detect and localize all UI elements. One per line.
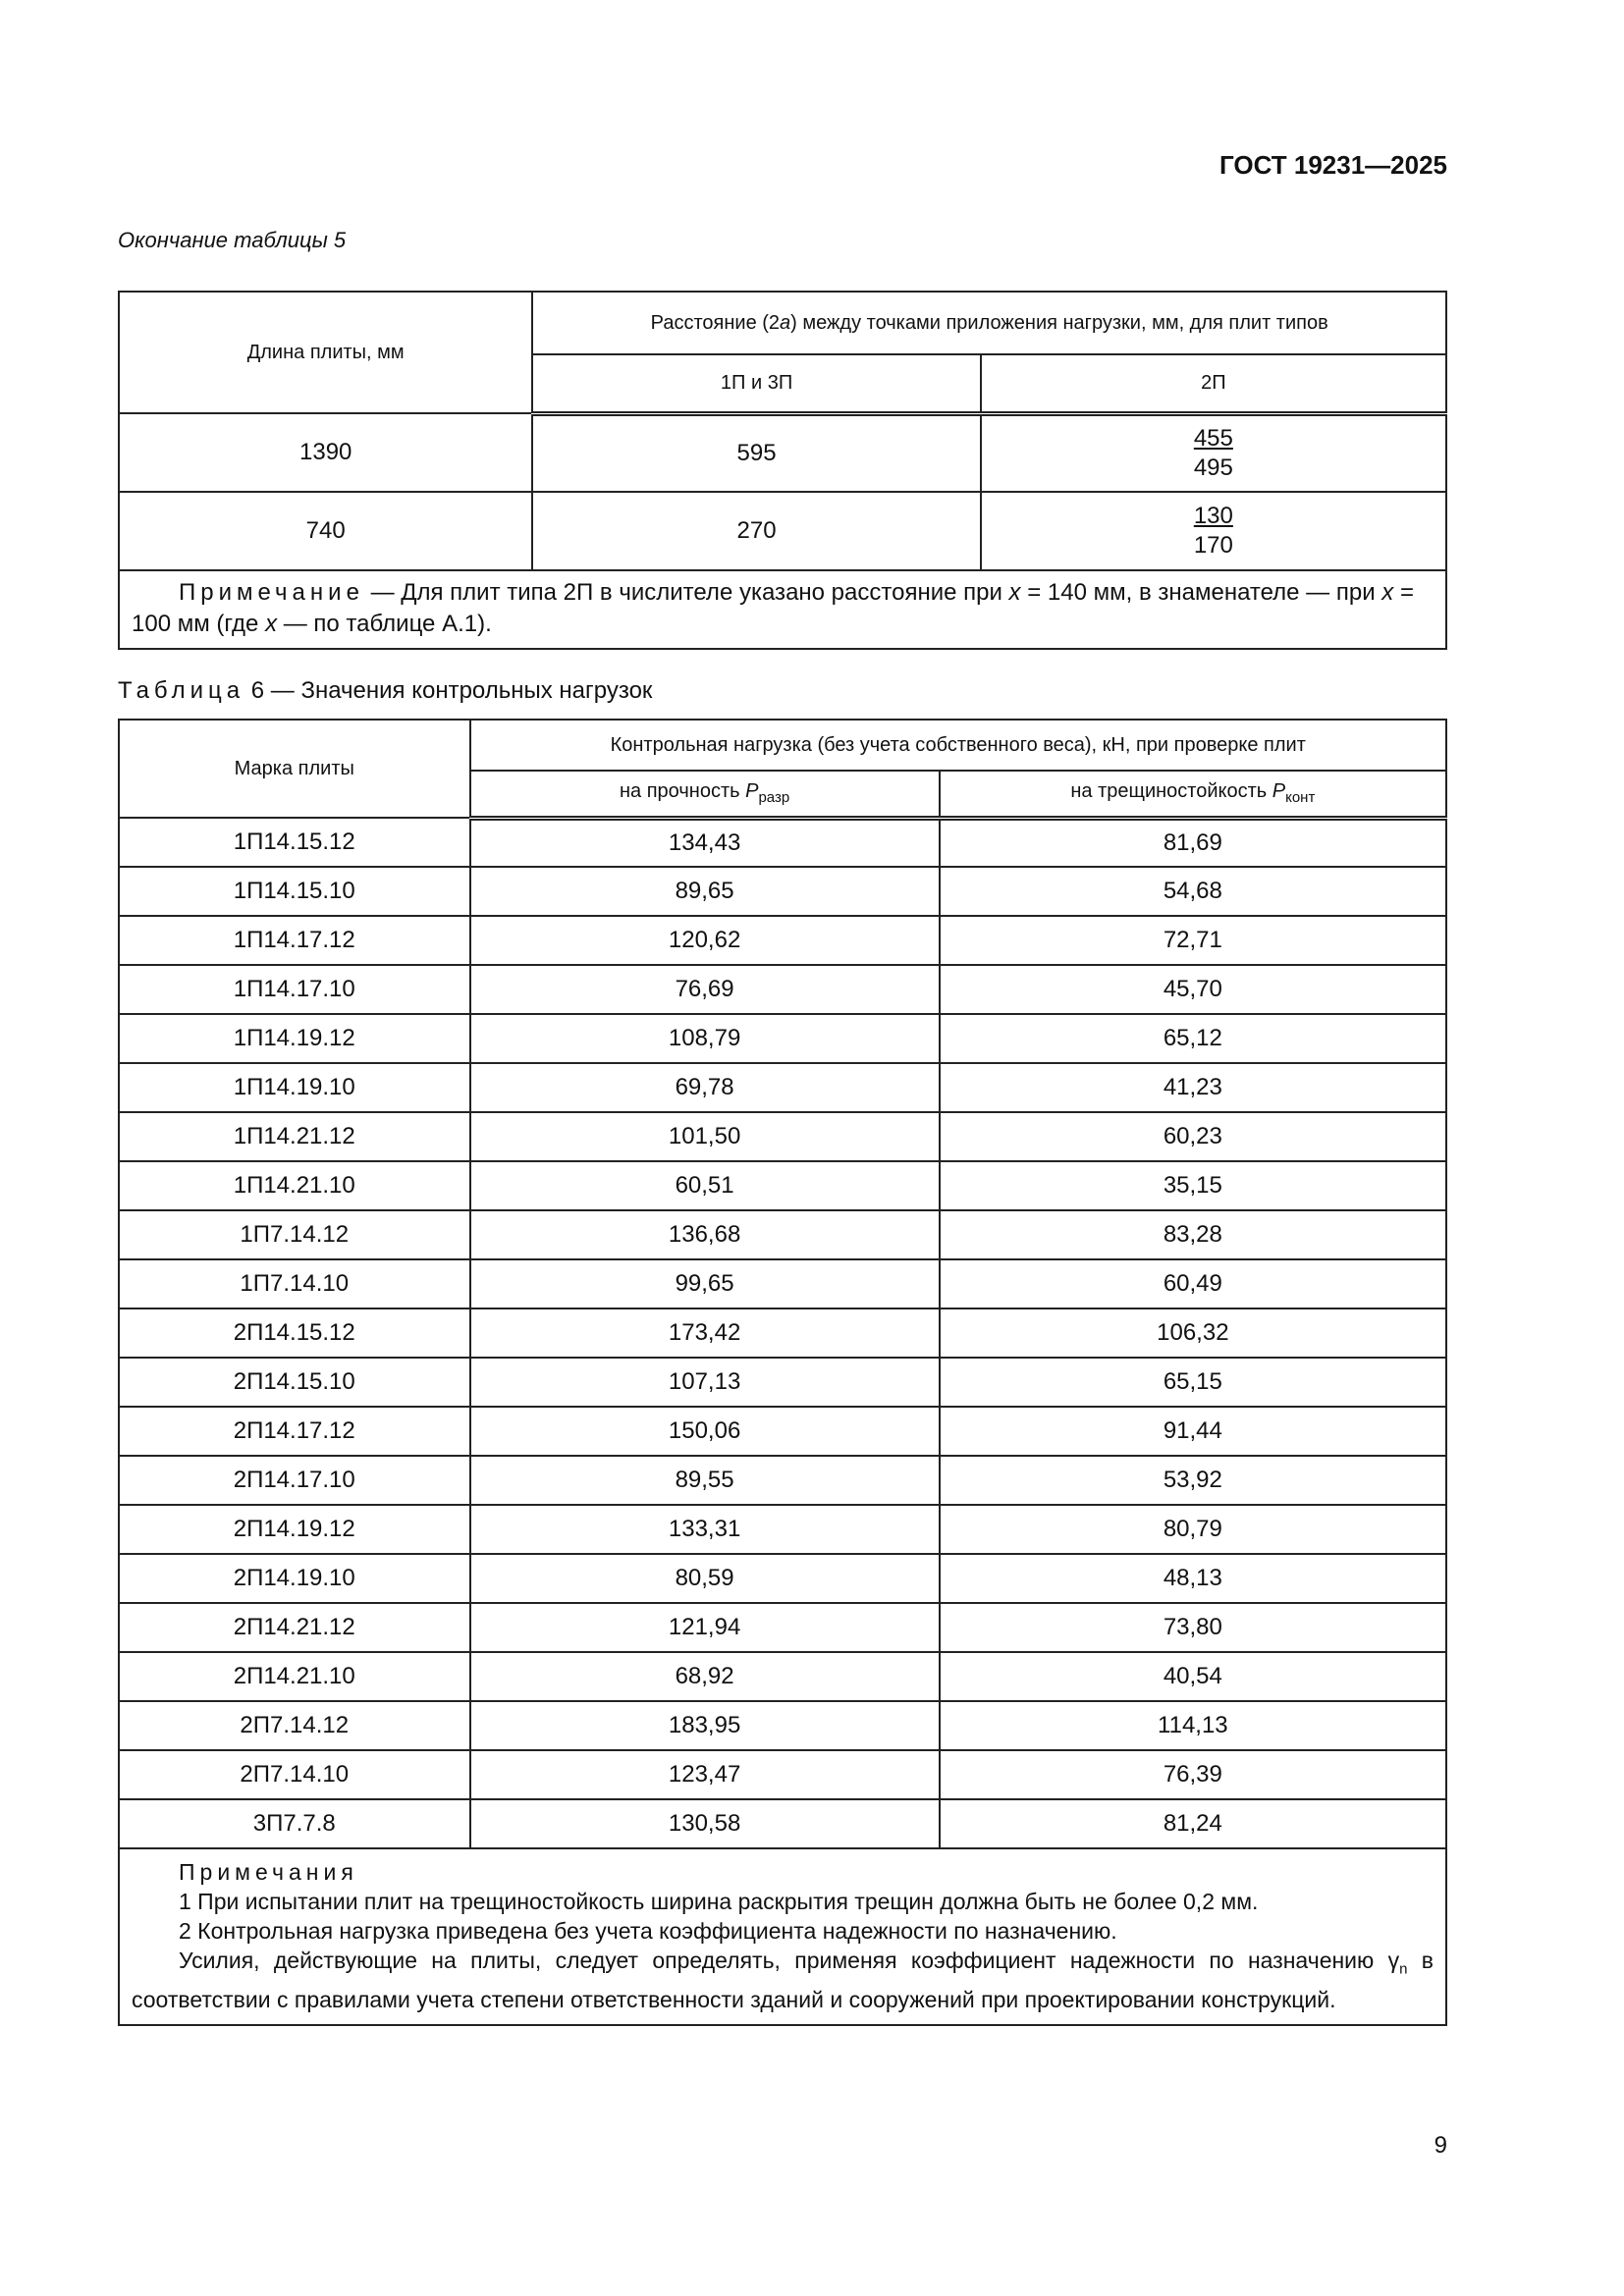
table-row	[119, 492, 1446, 570]
table6-cell-brand: 1П14.19.12	[119, 1014, 470, 1063]
table5-cell-2p-fraction	[981, 492, 1446, 570]
table6-cell-brand: 2П14.17.10	[119, 1456, 470, 1505]
table6-cell-crack: 65,12	[940, 1014, 1446, 1063]
table-row	[119, 818, 1446, 867]
table6-cell-strength: 120,62	[470, 916, 940, 965]
table6-cell-strength: 150,06	[470, 1407, 940, 1456]
table6-cell-crack: 80,79	[940, 1505, 1446, 1554]
table6-notes	[119, 1848, 1446, 2025]
table5-cell-1p3p: 270	[532, 492, 980, 570]
table6-cell-strength: 76,69	[470, 965, 940, 1014]
fraction-numerator: 130	[1193, 503, 1233, 529]
table6-cell-strength: 68,92	[470, 1652, 940, 1701]
table6-cell-strength: 136,68	[470, 1210, 940, 1259]
table6-cell-brand: 1П14.17.10	[119, 965, 470, 1014]
fraction-denominator: 495	[1193, 454, 1233, 481]
table6-cell-crack: 73,80	[940, 1603, 1446, 1652]
table-row	[119, 1063, 1446, 1112]
table-row	[119, 1701, 1446, 1750]
table6-cell-brand: 1П14.21.12	[119, 1112, 470, 1161]
table6-cell-strength: 60,51	[470, 1161, 940, 1210]
table-row	[119, 1308, 1446, 1358]
table6-cell-brand: 2П7.14.12	[119, 1701, 470, 1750]
fraction-numerator: 455	[1193, 424, 1233, 452]
table6-cell-brand: 2П7.14.10	[119, 1750, 470, 1799]
table6-cell-strength: 89,65	[470, 867, 940, 916]
table6-cell-brand: 1П7.14.10	[119, 1259, 470, 1308]
table6-cell-strength: 99,65	[470, 1259, 940, 1308]
table6-cell-strength: 108,79	[470, 1014, 940, 1063]
table5-cell-length: 1390	[119, 413, 532, 492]
table6-cell-strength: 123,47	[470, 1750, 940, 1799]
table-row	[119, 1603, 1446, 1652]
table6-cell-strength: 89,55	[470, 1456, 940, 1505]
table6-cell-strength: 107,13	[470, 1358, 940, 1407]
table6-cell-brand: 2П14.15.12	[119, 1308, 470, 1358]
table6-cell-brand: 2П14.21.10	[119, 1652, 470, 1701]
table6-cell-strength: 121,94	[470, 1603, 940, 1652]
table-row	[119, 1358, 1446, 1407]
table6-cell-crack: 54,68	[940, 867, 1446, 916]
table6-cell-brand: 2П14.21.12	[119, 1603, 470, 1652]
table5	[118, 291, 1447, 650]
table6-cell-brand: 3П7.7.8	[119, 1799, 470, 1848]
table6-cell-brand: 1П14.17.12	[119, 916, 470, 965]
table6-cell-brand: 2П14.15.10	[119, 1358, 470, 1407]
table5-subheader-1p-3p: 1П и 3П	[532, 354, 980, 413]
table6-cell-strength: 183,95	[470, 1701, 940, 1750]
table5-cell-2p-fraction	[981, 413, 1446, 492]
table-row	[119, 413, 1446, 492]
table-row	[119, 1799, 1446, 1848]
table6-cell-strength: 101,50	[470, 1112, 940, 1161]
table6-cell-brand: 2П14.19.12	[119, 1505, 470, 1554]
note-2: 2 Контрольная нагрузка приведена без учета коэффициента надежности по назначению.	[179, 1918, 1117, 1944]
table-row	[119, 965, 1446, 1014]
table-row	[119, 867, 1446, 916]
table6-cell-crack: 72,71	[940, 916, 1446, 965]
table6-cell-crack: 114,13	[940, 1701, 1446, 1750]
table6-cell-brand: 1П14.19.10	[119, 1063, 470, 1112]
table-row	[119, 1112, 1446, 1161]
table6-cell-crack: 81,69	[940, 818, 1446, 867]
table6-cell-strength: 130,58	[470, 1799, 940, 1848]
table5-cell-1p3p: 595	[532, 413, 980, 492]
table6-cell-strength: 69,78	[470, 1063, 940, 1112]
table-row	[119, 1210, 1446, 1259]
table-row	[119, 1505, 1446, 1554]
document-code: ГОСТ 19231—2025	[1219, 150, 1447, 180]
table6-cell-crack: 53,92	[940, 1456, 1446, 1505]
table6-cell-strength: 133,31	[470, 1505, 940, 1554]
table6-group-header: Контрольная нагрузка (без учета собственного веса), кН, при проверке плит	[470, 720, 1447, 771]
table-row	[119, 1407, 1446, 1456]
table6-cell-brand: 1П14.15.10	[119, 867, 470, 916]
table5-continuation-caption: Окончание таблицы 5	[118, 228, 347, 252]
table-row	[119, 1456, 1446, 1505]
table6-cell-crack: 60,49	[940, 1259, 1446, 1308]
note-label: Примечание	[179, 579, 364, 606]
table5-col-length-header: Длина плиты, мм	[119, 292, 532, 413]
table6-cell-strength: 134,43	[470, 818, 940, 867]
note-1: 1 При испытании плит на трещиностойкость ширина раскрытия трещин должна быть не более 0,2 мм.	[179, 1889, 1259, 1914]
table6-cell-brand: 1П7.14.12	[119, 1210, 470, 1259]
table6-cell-brand: 2П14.17.12	[119, 1407, 470, 1456]
note-3: Усилия, действующие на плиты, следует определять, применяя коэффициент надежности по назначению $\gamma_n$ в соответствии с правилами учета степени ответственности зданий и сооружений при проектировании конструкций.	[132, 1948, 1434, 2012]
table6-cell-crack: 41,23	[940, 1063, 1446, 1112]
table6-cell-crack: 40,54	[940, 1652, 1446, 1701]
table6-cell-crack: 76,39	[940, 1750, 1446, 1799]
table6-cell-crack: 106,32	[940, 1308, 1446, 1358]
table6-caption: Таблица 6 — Значения контрольных нагрузок	[118, 677, 653, 704]
table-row	[119, 1259, 1446, 1308]
table-row	[119, 1652, 1446, 1701]
table6-cell-crack: 91,44	[940, 1407, 1446, 1456]
table6-cell-brand: 2П14.19.10	[119, 1554, 470, 1603]
table-row	[119, 1161, 1446, 1210]
table6-cell-crack: 83,28	[940, 1210, 1446, 1259]
table6-cell-crack: 45,70	[940, 965, 1446, 1014]
table6-cell-crack: 65,15	[940, 1358, 1446, 1407]
table6-cell-strength: 173,42	[470, 1308, 940, 1358]
table6-cell-crack: 35,15	[940, 1161, 1446, 1210]
table6	[118, 719, 1447, 2026]
table6-cell-crack: 60,23	[940, 1112, 1446, 1161]
table6-cell-brand: 1П14.21.10	[119, 1161, 470, 1210]
table6-cell-brand: 1П14.15.12	[119, 818, 470, 867]
table6-cell-strength: 80,59	[470, 1554, 940, 1603]
table-row	[119, 1014, 1446, 1063]
table-row	[119, 1750, 1446, 1799]
page-number: 9	[1434, 2132, 1447, 2159]
table5-note: Примечание — Для плит типа 2П в числителе указано расстояние при x = 140 мм, в знаменателе — при x = 100 мм (где x — по таблице А.1).	[119, 570, 1446, 649]
table5-group-header: Расстояние (2a) между точками приложения нагрузки, мм, для плит типов	[532, 292, 1446, 354]
table6-subheader-strength: на прочность $P_{разр}$	[470, 771, 940, 818]
table6-cell-crack: 48,13	[940, 1554, 1446, 1603]
notes-label: Примечания	[179, 1859, 358, 1885]
table6-subheader-crack: на трещиностойкость $P_{конт}$	[940, 771, 1446, 818]
table5-subheader-2p: 2П	[981, 354, 1446, 413]
table6-col-brand-header: Марка плиты	[119, 720, 470, 818]
fraction-denominator: 170	[1193, 532, 1233, 559]
table5-cell-length: 740	[119, 492, 532, 570]
table-row	[119, 916, 1446, 965]
table6-cell-crack: 81,24	[940, 1799, 1446, 1848]
table-row	[119, 1554, 1446, 1603]
